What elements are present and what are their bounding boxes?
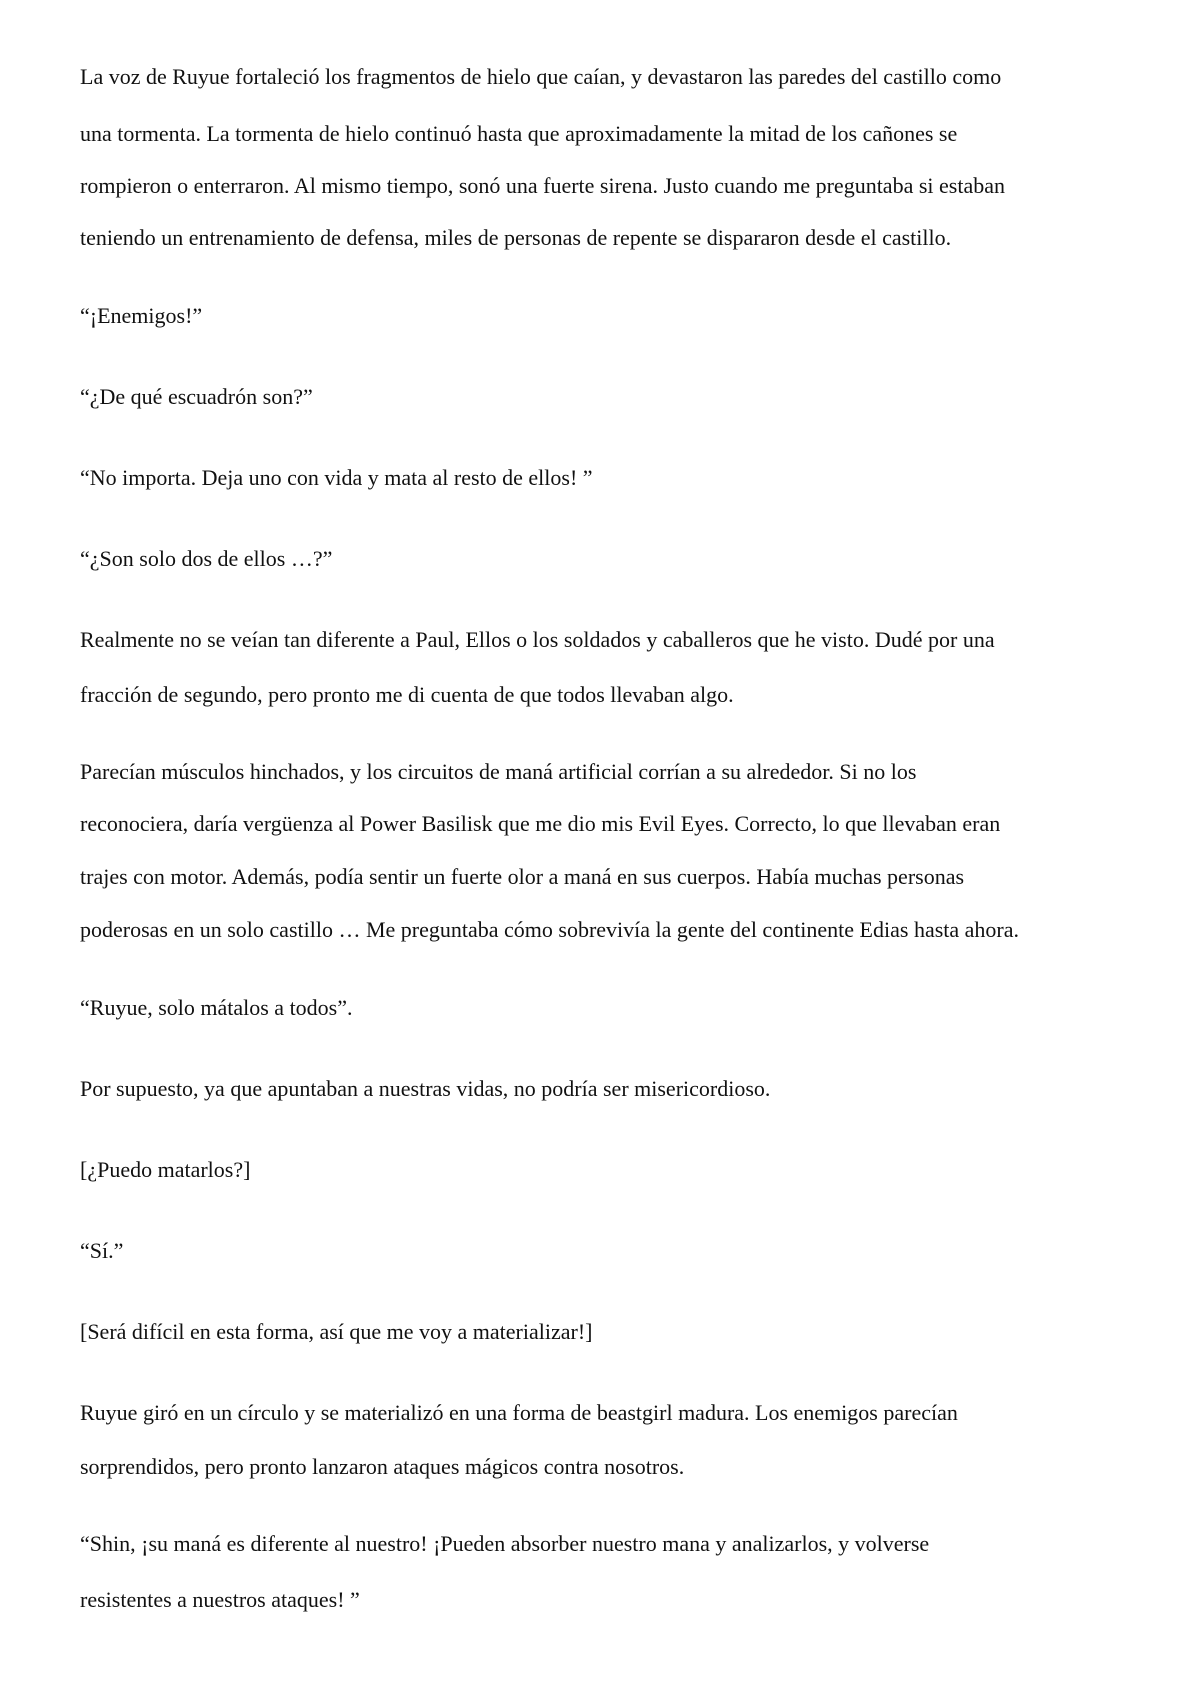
- dialogue-line: “¿De qué escuadrón son?”: [80, 384, 313, 409]
- paragraph-line: una tormenta. La tormenta de hielo continuó hasta que aproximadamente la mitad de los cañones se: [80, 121, 958, 146]
- paragraph-line: Parecían músculos hinchados, y los circuitos de maná artificial corrían a su alrededor. Si no los: [80, 759, 917, 784]
- dialogue-line: [¿Puedo matarlos?]: [80, 1157, 251, 1182]
- paragraph-line: trajes con motor. Además, podía sentir un fuerte olor a maná en sus cuerpos. Había muchas personas: [80, 864, 965, 889]
- dialogue-line: “Shin, ¡su maná es diferente al nuestro! ¡Pueden absorber nuestro mana y analizarlos, y volverse: [80, 1531, 930, 1556]
- dialogue-line: “¿Son solo dos de ellos …?”: [80, 546, 333, 571]
- dialogue-line: “Sí.”: [80, 1238, 124, 1263]
- paragraph-line: Ruyue giró en un círculo y se materializó en una forma de beastgirl madura. Los enemigos parecían: [80, 1400, 958, 1425]
- paragraph-line: Realmente no se veían tan diferente a Paul, Ellos o los soldados y caballeros que he visto. Dudé por una: [80, 627, 995, 652]
- paragraph-line: sorprendidos, pero pronto lanzaron ataques mágicos contra nosotros.: [80, 1454, 685, 1479]
- paragraph-line: reconociera, daría vergüenza al Power Basilisk que me dio mis Evil Eyes. Correcto, lo que llevaban eran: [80, 811, 1001, 836]
- dialogue-line: [Será difícil en esta forma, así que me voy a materializar!]: [80, 1319, 593, 1344]
- dialogue-line: resistentes a nuestros ataques! ”: [80, 1587, 360, 1612]
- dialogue-line: “No importa. Deja uno con vida y mata al resto de ellos! ”: [80, 465, 593, 490]
- paragraph-line: Por supuesto, ya que apuntaban a nuestras vidas, no podría ser misericordioso.: [80, 1076, 771, 1101]
- paragraph-line: fracción de segundo, pero pronto me di cuenta de que todos llevaban algo.: [80, 682, 734, 707]
- paragraph-line: teniendo un entrenamiento de defensa, miles de personas de repente se dispararon desde el castillo.: [80, 225, 952, 250]
- paragraph-line: La voz de Ruyue fortaleció los fragmentos de hielo que caían, y devastaron las paredes del castillo como: [80, 64, 1002, 89]
- paragraph-line: rompieron o enterraron. Al mismo tiempo, sonó una fuerte sirena. Justo cuando me preguntaba si estaban: [80, 173, 1005, 198]
- dialogue-line: “Ruyue, solo mátalos a todos”.: [80, 995, 353, 1020]
- paragraph-line: poderosas en un solo castillo … Me preguntaba cómo sobrevivía la gente del continente Edias hasta ahora.: [80, 917, 1019, 942]
- dialogue-line: “¡Enemigos!”: [80, 303, 203, 328]
- document-body: [80, 0, 1120, 1684]
